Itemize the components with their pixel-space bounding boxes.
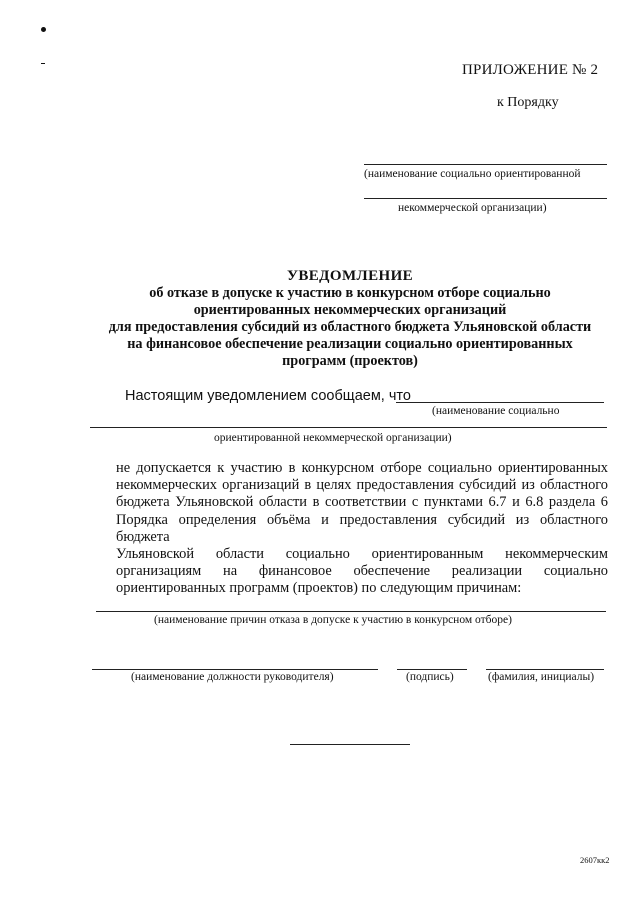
signature-caption: (подпись) (406, 671, 454, 683)
body-line: организациям на финансовое обеспечение реализации социально (116, 563, 608, 580)
organization-caption-1: (наименование социально (432, 405, 560, 417)
body-line: Порядка определения объёма и предоставления субсидий из областного бюджета (116, 511, 608, 545)
addressee-caption-1: (наименование социально ориентированной (364, 168, 581, 180)
title-line: программ (проектов) (282, 353, 418, 369)
closing-separator (290, 744, 410, 745)
position-caption: (наименование должности руководителя) (131, 671, 334, 683)
name-line (486, 669, 604, 670)
title-line: об отказе в допуске к участию в конкурсном отборе социально (149, 285, 551, 301)
addressee-line-2 (364, 198, 607, 199)
body-paragraph (116, 460, 608, 598)
notice-title (60, 268, 640, 370)
reasons-line (96, 611, 606, 612)
scan-speck (41, 27, 46, 32)
title-heading: УВЕДОМЛЕНИЕ (286, 268, 414, 284)
to-order-label: к Порядку (497, 95, 559, 110)
position-line (92, 669, 378, 670)
body-line: Ульяновской области социально ориентированным некоммерческим (116, 546, 608, 563)
organization-caption-2: ориентированной некоммерческой организации) (214, 432, 452, 444)
body-line: не допускается к участию в конкурсном отборе социально ориентированных (116, 460, 608, 476)
document-code: 2607кк2 (580, 855, 610, 865)
intro-text: Настоящим уведомлением сообщаем, что (125, 388, 411, 404)
reasons-caption: (наименование причин отказа в допуске к участию в конкурсном отборе) (154, 614, 512, 626)
organization-name-line-2 (90, 427, 607, 428)
body-line: некоммерческих организаций в целях предоставления субсидий из областного (116, 477, 608, 494)
name-caption: (фамилия, инициалы) (488, 671, 595, 683)
title-line: для предоставления субсидий из областного бюджета Ульяновской области (108, 319, 592, 335)
title-line: на финансовое обеспечение реализации социально ориентированных (127, 336, 573, 352)
addressee-line-1 (364, 164, 607, 165)
body-line: ориентированных программ (проектов) по следующим причинам: (116, 580, 522, 597)
signature-line (397, 669, 467, 670)
scan-speck (41, 63, 45, 64)
organization-name-line (396, 402, 604, 403)
appendix-label: ПРИЛОЖЕНИЕ № 2 (462, 62, 599, 78)
title-line: ориентированных некоммерческих организаций (193, 302, 507, 318)
body-line: бюджета Ульяновской области в соответствии с пунктами 6.7 и 6.8 раздела 6 (116, 494, 608, 511)
addressee-caption-2: некоммерческой организации) (398, 202, 547, 214)
